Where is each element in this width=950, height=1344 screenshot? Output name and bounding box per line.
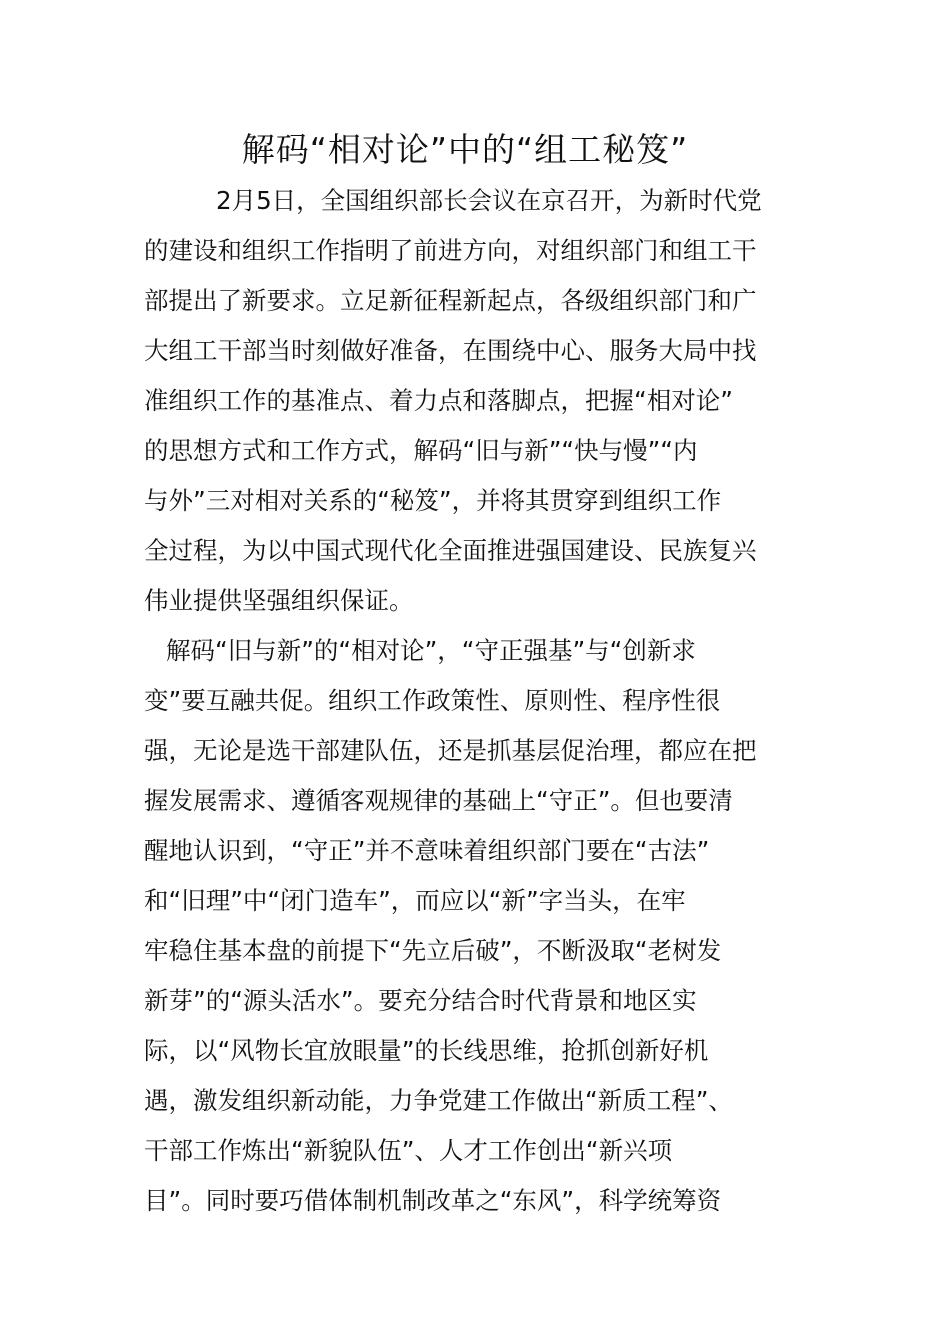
text-line: 目”。同时要巧借体制机制改革之“东风”，科学统筹资 [144,1186,722,1215]
text-line: 部提出了新要求。立足新征程新起点，各级组织部门和广 [144,286,757,315]
text-line: 强，无论是选干部建队伍，还是抓基层促治理，都应在把 [144,736,757,765]
text-line: 大组工干部当时刻做好准备，在围绕中心、服务大局中找 [144,336,757,365]
text-line: 干部工作炼出“新貌队伍”、人才工作创出“新兴项 [144,1136,673,1165]
text-line: 解码“旧与新”的“相对论”，“守正强基”与“创新求 [166,636,696,665]
text-line: 变”要互融共促。组织工作政策性、原则性、程序性很 [144,686,721,715]
text-line: 与外”三对相对关系的“秘笈”，并将其贯穿到组织工作 [144,486,722,515]
text-line: 全过程，为以中国式现代化全面推进强国建设、民族复兴 [144,536,757,565]
text-line: 的建设和组织工作指明了前进方向，对组织部门和组工干 [144,236,757,265]
text-line: 和“旧理”中“闭门造车”，而应以“新”字当头，在牢 [144,886,686,915]
text-line: 牢稳住基本盘的前提下“先立后破”，不断汲取“老树发 [144,936,722,965]
text-line: 2月5日，全国组织部长会议在京召开，为新时代党 [216,186,762,215]
text-line: 醒地认识到，“守正”并不意味着组织部门要在“古法” [144,836,710,865]
text-line: 的思想方式和工作方式，解码“旧与新”“快与慢”“内 [144,436,698,465]
document-title: 解码“相对论”中的“组工秘笈” [241,130,689,169]
text-line: 新芽”的“源头活水”。要充分结合时代背景和地区实 [144,986,697,1015]
text-line: 握发展需求、遵循客观规律的基础上“守正”。但也要清 [144,786,733,815]
text-line: 遇，激发组织新动能，力争党建工作做出“新质工程”、 [144,1086,733,1115]
text-line: 准组织工作的基准点、着力点和落脚点，把握“相对论” [144,386,733,415]
text-line: 伟业提供坚强组织保证。 [144,586,414,615]
document-body [144,176,808,1226]
text-line: 际，以“风物长宜放眼量”的长线思维，抢抓创新好机 [144,1036,709,1065]
